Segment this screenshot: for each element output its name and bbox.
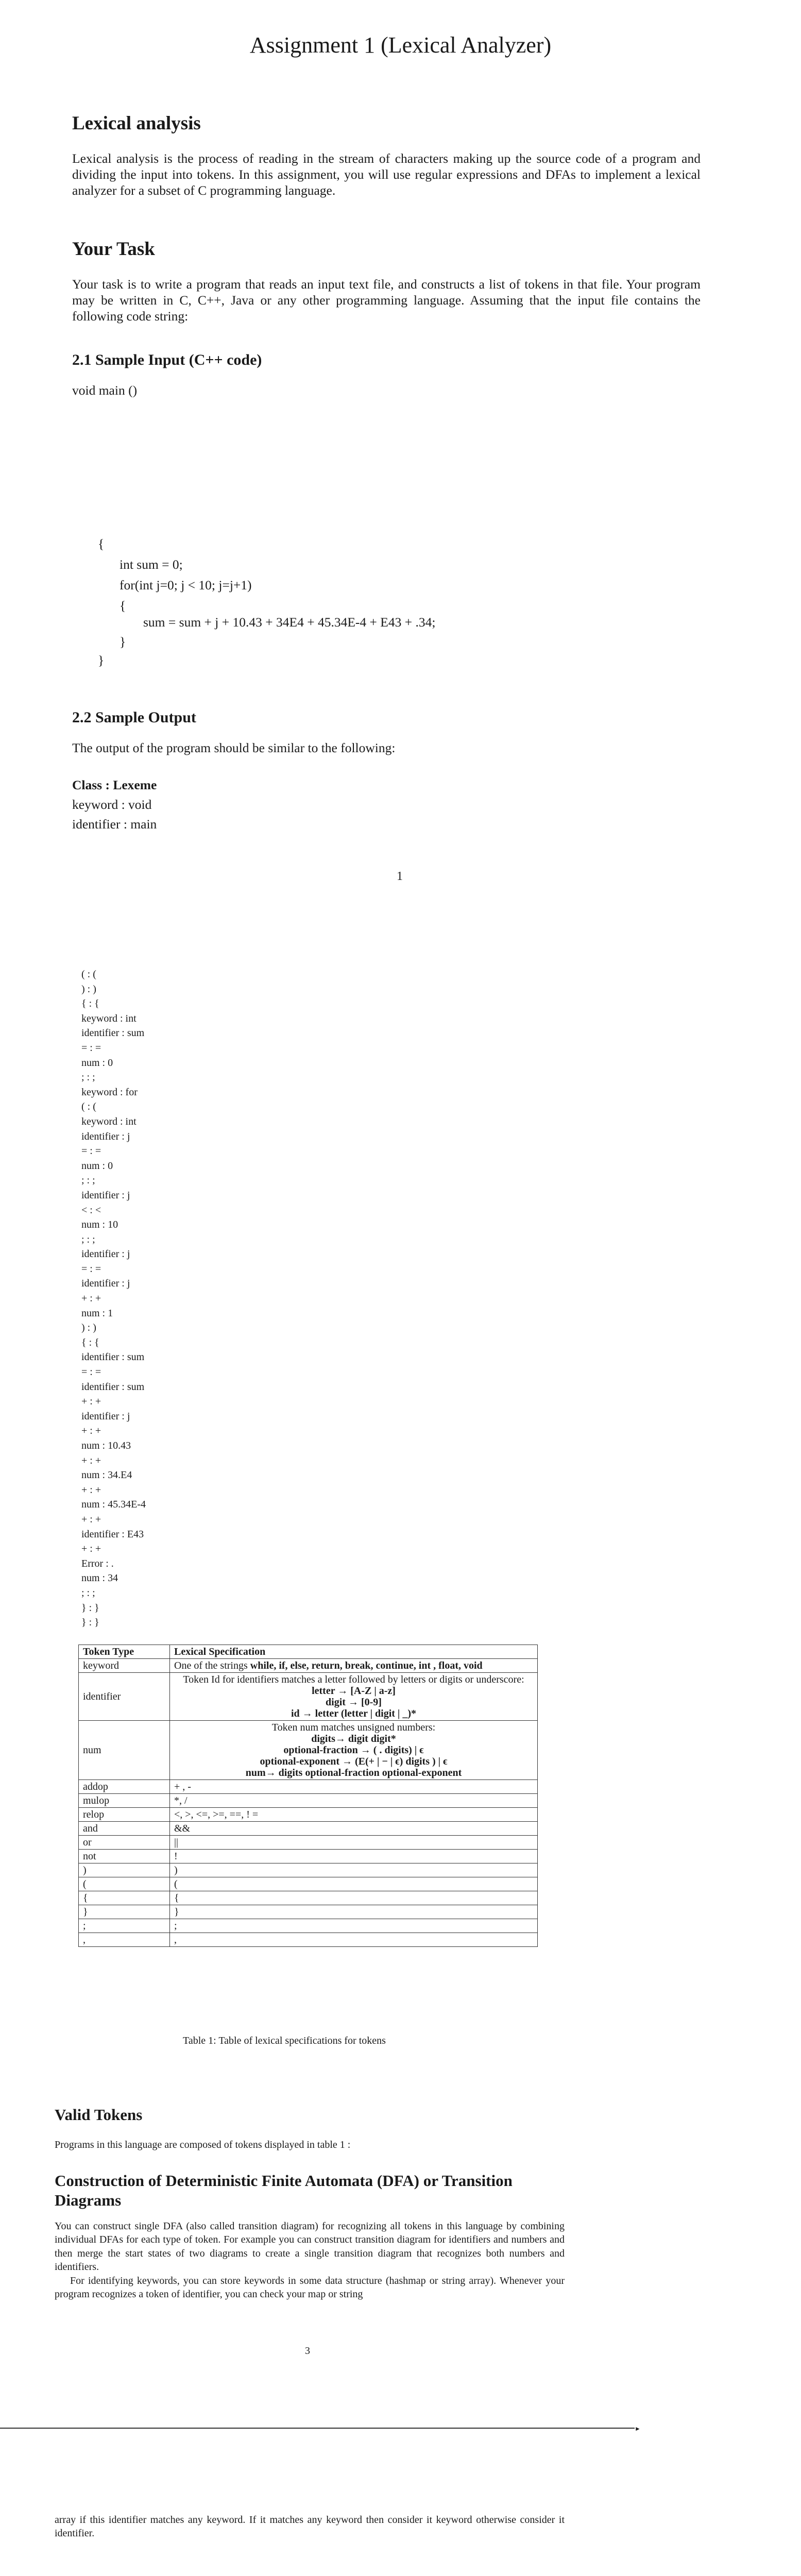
table-row	[79, 1822, 538, 1836]
token-line: ( : (	[81, 1101, 96, 1113]
spec-cell: Token Id for identifiers matches a letter followed by letters or digits or underscore: letter → [A-Z | a-z] digit → [0-9] id → letter (letter | digit | _)*	[170, 1673, 538, 1721]
token-line: ; : ;	[81, 1072, 95, 1083]
code-line: }	[120, 634, 126, 649]
token-line: ) : )	[81, 983, 96, 995]
token-line: = : =	[81, 1366, 101, 1378]
spec-cell: (	[170, 1877, 538, 1891]
token-line: { : {	[81, 998, 99, 1010]
table-row	[79, 1721, 538, 1780]
table-row	[79, 1877, 538, 1891]
table-row	[79, 1794, 538, 1808]
spec-cell: Token num matches unsigned numbers: digits→ digit digit* optional-fraction → ( . digits) | ϵ optional-exponent → (E(+ | − | ϵ) digits ) | ϵ num→ digits optional-fraction optional-exponent	[170, 1721, 538, 1780]
token-type-cell: (	[79, 1877, 170, 1891]
separator-arrow-icon: ►	[635, 2425, 641, 2432]
table-row	[79, 1863, 538, 1877]
valid-tokens-text: Programs in this language are composed of tokens displayed in table 1 :	[55, 2139, 351, 2150]
token-type-cell: )	[79, 1863, 170, 1877]
spec-cell: &&	[170, 1822, 538, 1836]
dfa-heading: Construction of Deterministic Finite Automata (DFA) or Transition Diagrams	[55, 2172, 513, 2209]
code-line: for(int j=0; j < 10; j=j+1)	[120, 578, 252, 592]
page-title: Assignment 1 (Lexical Analyzer)	[249, 32, 552, 58]
token-line: + : +	[81, 1425, 101, 1437]
token-line: identifier : sum	[81, 1381, 145, 1393]
token-line: identifier : E43	[81, 1528, 144, 1540]
token-line: identifier : sum	[81, 1351, 145, 1363]
token-line: identifier : j	[81, 1410, 130, 1422]
code-open-brace: {	[98, 536, 105, 551]
token-line: identifier : j	[81, 1130, 130, 1142]
table-row	[79, 1891, 538, 1905]
token-line: + : +	[81, 1484, 101, 1496]
table-row	[79, 1850, 538, 1863]
table-row	[79, 1673, 538, 1721]
token-line: num : 0	[81, 1057, 113, 1069]
valid-tokens-heading: Valid Tokens	[55, 2106, 143, 2124]
token-type-cell: or	[79, 1836, 170, 1850]
spec-cell: + , -	[170, 1780, 538, 1794]
token-line: identifier : j	[81, 1278, 130, 1290]
table-row	[79, 1919, 538, 1933]
output-line: identifier : main	[72, 817, 157, 832]
spec-cell: {	[170, 1891, 538, 1905]
spec-cell: )	[170, 1863, 538, 1877]
token-line: < : <	[81, 1204, 101, 1216]
dfa-paragraph-1: You can construct single DFA (also called transition diagram) for recognizing all tokens in this language by combining individual DFAs for each type of token. For example you can construct transition diagram for identifiers and numbers and then merge the start states of two diagrams to create a single transition diagram that recognizes both numbers and identifiers.	[55, 2221, 565, 2273]
token-line: + : +	[81, 1293, 101, 1304]
spec-cell: ,	[170, 1933, 538, 1947]
token-line: } : }	[81, 1617, 99, 1629]
token-type-cell: mulop	[79, 1794, 170, 1808]
token-line: identifier : sum	[81, 1027, 145, 1039]
sample-input-heading: 2.1 Sample Input (C++ code)	[72, 351, 262, 368]
token-type-cell: ,	[79, 1933, 170, 1947]
code-line: int sum = 0;	[120, 557, 183, 572]
code-close-brace: }	[98, 653, 105, 668]
token-type-cell: and	[79, 1822, 170, 1836]
token-output-list	[81, 967, 146, 1630]
token-line: identifier : j	[81, 1248, 130, 1260]
token-type-cell: {	[79, 1891, 170, 1905]
table-header-cell: Lexical Specification	[170, 1645, 538, 1659]
output-header: Class : Lexeme	[72, 777, 157, 792]
lexical-analysis-heading: Lexical analysis	[72, 113, 201, 134]
spec-cell: }	[170, 1905, 538, 1919]
token-line: { : {	[81, 1336, 99, 1348]
token-line: num : 34	[81, 1572, 118, 1584]
page-number: 3	[305, 2345, 310, 2357]
lexical-analysis-text: Lexical analysis is the process of reading in the stream of characters making up the source code of a program and dividing the input into tokens. In this assignment, you will use regular expressions and DFAs to implement a lexical analyzer for a subset of C programming language.	[72, 151, 701, 198]
table-row	[79, 1808, 538, 1822]
code-line: sum = sum + j + 10.43 + 34E4 + 45.34E-4 + E43 + .34;	[143, 615, 436, 630]
table-row	[79, 1780, 538, 1794]
token-line: + : +	[81, 1543, 101, 1555]
token-line: ) : )	[81, 1322, 96, 1334]
table-row	[79, 1933, 538, 1947]
token-line: = : =	[81, 1145, 101, 1157]
lexical-spec-table-wrap	[78, 1645, 538, 1947]
table-row	[79, 1836, 538, 1850]
spec-cell: *, /	[170, 1794, 538, 1808]
token-line: = : =	[81, 1042, 101, 1054]
table-header-cell: Token Type	[79, 1645, 170, 1659]
table-caption: Table 1: Table of lexical specifications for tokens	[183, 2035, 386, 2046]
code-line: {	[120, 598, 126, 613]
output-line: keyword : void	[72, 797, 152, 812]
token-type-cell: relop	[79, 1808, 170, 1822]
token-type-cell: }	[79, 1905, 170, 1919]
sample-output-heading: 2.2 Sample Output	[72, 709, 196, 726]
spec-cell: ;	[170, 1919, 538, 1933]
page-number: 1	[397, 870, 403, 883]
token-type-cell: identifier	[79, 1673, 170, 1721]
table-header-row	[79, 1645, 538, 1659]
token-line: num : 10	[81, 1219, 118, 1231]
spec-cell: One of the strings while, if, else, return, break, continue, int , float, void	[170, 1659, 538, 1673]
token-line: num : 45.34E-4	[81, 1499, 146, 1511]
table-row	[79, 1659, 538, 1673]
token-line: keyword : int	[81, 1115, 137, 1127]
sample-output-text: The output of the program should be similar to the following:	[72, 740, 396, 755]
token-line: num : 0	[81, 1160, 113, 1172]
spec-cell: <, >, <=, >=, ==, ! =	[170, 1808, 538, 1822]
dfa-paragraph-2: For identifying keywords, you can store keywords in some data structure (hashmap or string array). Whenever your program recognizes a token of identifier, you can check your map or string	[55, 2275, 565, 2300]
token-line: ; : ;	[81, 1587, 95, 1599]
token-line: keyword : int	[81, 1012, 137, 1024]
token-line: Error : .	[81, 1557, 114, 1569]
spec-cell: ||	[170, 1836, 538, 1850]
table-row	[79, 1905, 538, 1919]
token-line: ; : ;	[81, 1175, 95, 1187]
token-line: + : +	[81, 1513, 101, 1525]
token-line: num : 34.E4	[81, 1469, 132, 1481]
token-line: ; : ;	[81, 1233, 95, 1245]
spec-cell: !	[170, 1850, 538, 1863]
token-line: identifier : j	[81, 1189, 130, 1201]
page-separator-line	[0, 2428, 635, 2429]
token-type-cell: keyword	[79, 1659, 170, 1673]
continuation-text: array if this identifier matches any keyword. If it matches any keyword then consider it keyword otherwise consider it identifier.	[55, 2514, 565, 2539]
token-line: } : }	[81, 1602, 99, 1614]
token-type-cell: addop	[79, 1780, 170, 1794]
your-task-text: Your task is to write a program that reads an input text file, and constructs a list of tokens in that file. Your program may be written in C, C++, Java or any other programming language. Assuming that the input file contains the following code string:	[72, 277, 701, 324]
token-type-cell: ;	[79, 1919, 170, 1933]
your-task-heading: Your Task	[72, 239, 155, 260]
token-line: + : +	[81, 1454, 101, 1466]
token-line: = : =	[81, 1263, 101, 1275]
token-line: + : +	[81, 1396, 101, 1408]
token-line: num : 10.43	[81, 1440, 131, 1451]
token-type-cell: not	[79, 1850, 170, 1863]
token-line: keyword : for	[81, 1086, 138, 1098]
token-line: num : 1	[81, 1307, 113, 1319]
lexical-spec-table	[78, 1645, 538, 1947]
token-line: ( : (	[81, 969, 96, 980]
token-type-cell: num	[79, 1721, 170, 1780]
sample-input-line1: void main ()	[72, 383, 138, 398]
